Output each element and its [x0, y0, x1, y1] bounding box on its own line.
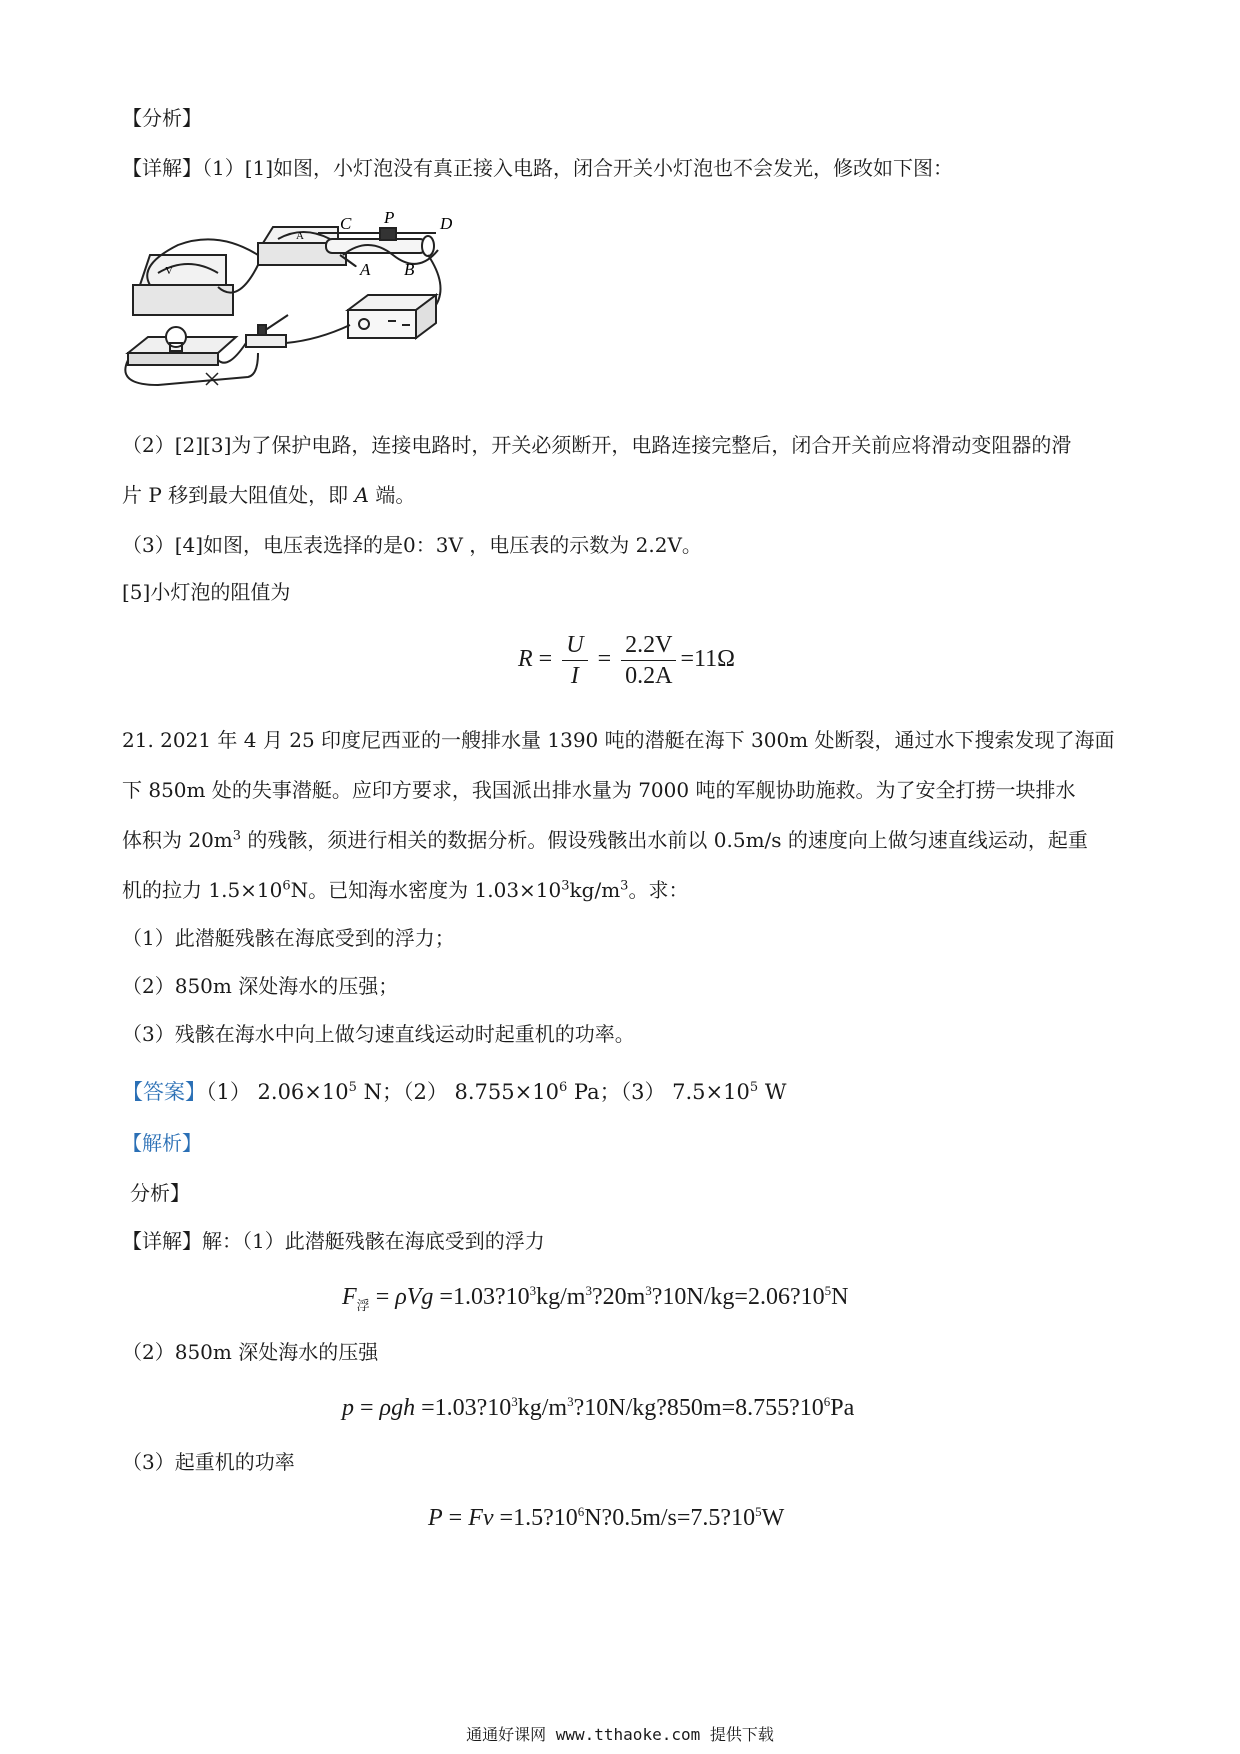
equation-buoyancy — [342, 1284, 848, 1311]
text: N?0.5m/s=7.5?10 — [584, 1505, 756, 1531]
detail-text: （1）[1]如图，小灯泡没有真正接入电路，闭合开关小灯泡也不会发光，修改如下图： — [202, 156, 954, 180]
text: ?10N/kg?850m=8.755?10 — [573, 1395, 824, 1421]
detail-tag: 【详解】 — [122, 1229, 202, 1253]
question-21-line-2: 下 850m 处的失事潜艇。应印方要求，我国派出排水量为 7000 吨的军舰协助施救。为了安全打捞一块排水 — [122, 778, 1076, 802]
jiexi-part-2: （2）850m 深处海水的压强 — [122, 1340, 379, 1364]
text: 的残骸，须进行相关的数据分析。假设残骸出水前以 0.5m/s 的速度向上做匀速直线运动，起重 — [241, 828, 1088, 852]
text: （1） 2.06×10 — [206, 1080, 349, 1104]
equation-pressure — [342, 1395, 854, 1422]
text: N。已知海水密度为 1.03×10 — [290, 878, 562, 902]
sup: 3 — [645, 1283, 652, 1298]
sup: 3 — [620, 878, 629, 894]
text: Pa — [830, 1395, 855, 1421]
paragraph-5: [5]小灯泡的阻值为 — [122, 580, 291, 604]
analysis-heading: 【分析】 — [122, 106, 202, 130]
sup: 3 — [511, 1394, 518, 1409]
text: ?20m — [591, 1284, 646, 1310]
text: = — [369, 1284, 396, 1310]
question-21-line-4 — [122, 876, 688, 904]
eq-den: 0.2A — [625, 663, 673, 689]
ammeter-label: A — [296, 230, 304, 242]
sup: 6 — [558, 1080, 568, 1095]
jiexi-tag: 【解析】 — [122, 1131, 202, 1155]
sup: 3 — [232, 828, 242, 844]
sup: 5 — [749, 1080, 759, 1095]
text: 片 P 移到最大阻值处，即 — [122, 483, 355, 507]
page-footer: 通通好课网 www.tthaoke.com 提供下载 — [466, 1725, 774, 1744]
text: W — [761, 1505, 785, 1531]
question-21-part-2: （2）850m 深处海水的压强； — [122, 974, 399, 998]
label-a: A — [360, 260, 371, 279]
sup: 5 — [755, 1504, 762, 1519]
circuit-diagram — [118, 208, 498, 405]
paragraph-2a: （2）[2][3]为了保护电路，连接电路时，开关必须断开，电路连接完整后，闭合开关前应将滑动变阻器的滑 — [122, 433, 1072, 457]
text: Pa；（3） 7.5×10 — [567, 1080, 750, 1104]
text: =1.03?10 — [415, 1395, 512, 1421]
eq-P: P — [428, 1505, 443, 1531]
answer-line — [122, 1078, 786, 1106]
label-b: B — [404, 260, 415, 279]
fraction-values — [621, 630, 676, 691]
label-d: D — [440, 214, 453, 233]
eq-u: U — [562, 630, 587, 661]
eq-f: F — [342, 1284, 357, 1310]
sup: 3 — [561, 878, 570, 894]
question-21-line-3 — [122, 826, 1088, 854]
detail-line-1 — [122, 154, 953, 182]
sup: 3 — [529, 1283, 537, 1298]
voltmeter-label: V — [165, 265, 173, 277]
paragraph-2b — [122, 481, 415, 509]
fenxi-heading: 分析】 — [130, 1181, 190, 1205]
text: = — [354, 1395, 380, 1421]
eq-result: =11Ω — [680, 646, 735, 673]
sup: 6 — [823, 1394, 831, 1409]
sup: 3 — [567, 1394, 574, 1409]
eq-num: 2.2V — [621, 630, 676, 661]
eq-i: I — [570, 663, 579, 689]
equation-power — [428, 1505, 784, 1532]
sup: 5 — [348, 1080, 357, 1095]
sup: 3 — [585, 1283, 592, 1298]
text: N；（2） 8.755×10 — [356, 1080, 559, 1104]
text: N — [831, 1284, 849, 1310]
text: =1.5?10 — [493, 1505, 578, 1531]
text: 解：（1）此潜艇残骸在海底受到的浮力 — [202, 1229, 545, 1253]
detail-tag: 【详解】 — [122, 156, 202, 180]
text: =1.03?10 — [433, 1284, 530, 1310]
answer-tag: 【答案】 — [122, 1080, 206, 1104]
text: 体积为 20m — [122, 828, 233, 852]
text: kg/m — [569, 878, 621, 902]
label-c: C — [340, 214, 352, 233]
sup: 6 — [577, 1504, 585, 1519]
text: ?10N/kg=2.06?10 — [651, 1284, 825, 1310]
text: kg/m — [517, 1395, 568, 1421]
eq-fv: Fv — [468, 1505, 494, 1531]
eq-rho: ρVg — [395, 1284, 434, 1310]
paragraph-3: （3）[4]如图，电压表选择的是0：3V ，电压表的示数为 2.2V。 — [122, 533, 702, 557]
question-21-part-3: （3）残骸在海水中向上做匀速直线运动时起重机的功率。 — [122, 1022, 635, 1046]
text: W — [758, 1080, 787, 1104]
text: 端。 — [368, 483, 416, 507]
eq-r: R — [518, 646, 533, 673]
text: 机的拉力 1.5×10 — [122, 878, 283, 902]
question-21-line-1: 21. 2021 年 4 月 25 印度尼西亚的一艘排水量 1390 吨的潜艇在海下 300m 处断裂，通过水下搜索发现了海面 — [122, 728, 1115, 752]
text: = — [442, 1505, 469, 1531]
end-a: A — [354, 483, 369, 507]
sup: 5 — [824, 1283, 832, 1298]
sup: 6 — [282, 878, 291, 894]
label-p: P — [384, 208, 395, 227]
jiexi-detail — [122, 1227, 545, 1255]
question-21-part-1: （1）此潜艇残骸在海底受到的浮力； — [122, 926, 455, 950]
jiexi-part-3: （3）起重机的功率 — [122, 1450, 295, 1474]
equation-resistance: R = $\frac{U}{I}$ = $\frac{2.2V}{0.2A}$ =11Ω — [518, 632, 735, 689]
eq-p: p — [342, 1395, 354, 1421]
text: kg/m — [536, 1284, 586, 1310]
fraction-ui — [562, 630, 587, 691]
sub: 浮 — [356, 1297, 370, 1313]
text: 。求： — [628, 878, 689, 902]
eq-rgh: ρgh — [379, 1395, 416, 1421]
